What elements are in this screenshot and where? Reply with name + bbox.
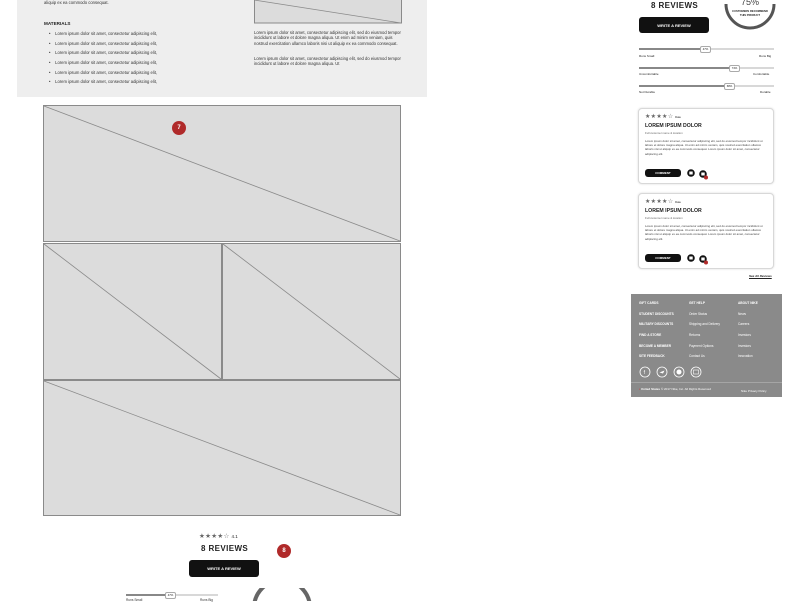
footer-link[interactable]: Order Status — [689, 311, 708, 316]
facebook-icon — [640, 367, 650, 377]
recommend-ring — [248, 588, 318, 601]
privacy-policy-link[interactable]: Nike Privacy Policy — [741, 389, 767, 393]
footer-link[interactable]: Investors — [738, 333, 751, 338]
image-placeholder-1 — [44, 106, 401, 242]
youtube-icon — [691, 367, 701, 377]
write-review-button[interactable]: WRITE A REVIEW — [189, 560, 259, 577]
annotation-marker-8: 8 — [277, 544, 291, 558]
review-title: LOREM IPSUM DOLOR — [645, 123, 702, 129]
slider-fit — [639, 48, 774, 50]
review-date: Date — [675, 115, 681, 119]
footer-col-about — [738, 301, 758, 365]
footer-link[interactable]: BECOME A MEMBER — [639, 343, 671, 348]
copyright-text: © 2017 Nike, Inc. All Rights Reserved — [660, 387, 712, 391]
comment-button[interactable]: COMMENT — [645, 169, 681, 177]
thumbs-up-icon[interactable] — [687, 254, 695, 262]
slider-right-label: Durable — [760, 90, 771, 94]
rating-stars: ★★★★☆ — [199, 533, 230, 540]
review-card — [638, 193, 774, 269]
recommend-percent: 75% — [741, 0, 760, 7]
slider-left-label: Uncomfortable — [639, 72, 659, 76]
footer-link[interactable]: Shipping and Delivery — [689, 322, 721, 327]
footer-heading: GET HELP — [689, 301, 705, 305]
review-stars: ★★★★☆ Date — [645, 199, 681, 205]
list-item: • Lorem ipsum dolor sit amet, consectetur adipiscing elit, — [49, 50, 158, 56]
footer-link[interactable]: GIFT CARDS — [639, 301, 659, 305]
review-count: 8 REVIEWS — [201, 544, 249, 553]
image-placeholder-2 — [44, 244, 222, 380]
fit-slider — [126, 594, 218, 596]
image-placeholder — [254, 0, 402, 24]
image-placeholder-3 — [223, 244, 401, 380]
fit-slider-right-label: Runs Big — [200, 598, 213, 602]
slider-fill — [639, 67, 739, 69]
footer-link[interactable]: STUDENT DISCOUNTS — [639, 311, 674, 316]
list-item: • Lorem ipsum dolor sit amet, consectetur adipiscing elit, — [49, 60, 158, 66]
footer-link[interactable]: MILITARY DISCOUNTS — [639, 322, 674, 327]
footer-link[interactable]: Contact Us — [689, 354, 705, 359]
footer-legal — [639, 387, 711, 391]
slider-durability — [639, 85, 774, 87]
list-item: • Lorem ipsum dolor sit amet, consectetur adipiscing elit, — [49, 79, 158, 85]
slider-knob: 68% — [724, 83, 735, 90]
slider-left-label: Runs Small — [639, 54, 655, 58]
review-author: Full customer name & location — [645, 131, 683, 135]
review-body: Lorem ipsum dolor sit amet, consectetur adipiscing elit, sed do eiusmod tempor incididunt ut labore et dolore magna aliqua. Ut enim ad minim veniam, quis nostrud exercitation ullamco laboris nisi ut aliquip ex ea commodo consequat. Lorem ipsum dolor sit amet, consectetur adipiscing elit. — [645, 224, 763, 241]
country-selector[interactable]: United States — [640, 387, 661, 391]
footer-link[interactable]: Investors — [738, 343, 751, 348]
rating-summary — [199, 532, 238, 540]
thumbs-down-icon[interactable] — [699, 255, 709, 265]
rating-value: 4.1 — [231, 534, 238, 539]
instagram-icon — [674, 367, 684, 377]
slider-right-label: Comfortable — [753, 72, 770, 76]
see-all-reviews-link[interactable]: See All Reviews — [749, 274, 772, 278]
footer-link[interactable]: Careers — [738, 322, 750, 327]
image-placeholder-4 — [44, 381, 401, 516]
footer-col-help — [689, 301, 720, 365]
social-icons — [639, 366, 709, 378]
recommend-text: CUSTOMERS RECOMMEND THIS PRODUCT — [732, 10, 768, 17]
intro-line: aliquip ex ea commodo consequat. — [44, 0, 109, 5]
list-item: • Lorem ipsum dolor sit amet, consectetur adipiscing elit, — [49, 40, 158, 46]
footer-link[interactable]: Payment Options — [689, 343, 714, 348]
materials-heading: MATERIALS — [44, 21, 71, 26]
slider-fill — [639, 85, 731, 87]
description-paragraph: Lorem ipsum dolor sit amet, consectetur adipiscing elit, sed do eiusmod tempor incididunt ut labore et dolore magna aliqua. Ut enim ad minim veniam, quis nostrud exercitation ullamco laboris nisi ut aliquip ex ea commodo consequat. — [254, 30, 401, 46]
fit-slider-knob: 47% — [165, 592, 176, 599]
twitter-icon — [657, 367, 667, 377]
slider-comfort — [639, 67, 774, 69]
materials-list — [49, 31, 219, 89]
svg-text:f: f — [643, 370, 645, 376]
footer-link[interactable]: Returns — [689, 333, 701, 338]
review-date: Date — [675, 200, 681, 204]
annotation-marker-7: 7 — [172, 121, 186, 135]
review-body: Lorem ipsum dolor sit amet, consectetur adipiscing elit, sed do eiusmod tempor incididunt ut labore et dolore magna aliqua. Ut enim ad minim veniam, quis nostrud exercitation ullamco laboris nisi ut aliquip ex ea commodo consequat. Lorem ipsum dolor sit amet, consectetur adipiscing elit. — [645, 139, 763, 156]
flag-icon: ▪ — [639, 387, 641, 391]
slider-knob: 74% — [729, 65, 740, 72]
review-title: LOREM IPSUM DOLOR — [645, 208, 702, 214]
slider-knob: 47% — [700, 46, 711, 53]
product-details-panel — [17, 0, 427, 97]
slider-fill — [639, 48, 702, 50]
slider-left-label: Not Durable — [639, 90, 656, 94]
comment-button[interactable]: COMMENT — [645, 254, 681, 262]
footer-divider — [631, 382, 782, 383]
footer-heading: ABOUT NIKE — [738, 301, 758, 305]
review-card — [638, 108, 774, 184]
footer-link[interactable]: FIND A STORE — [639, 333, 662, 338]
list-item: • Lorem ipsum dolor sit amet, consectetur adipiscing elit, — [49, 31, 158, 36]
product-image-gallery — [43, 105, 402, 517]
slider-right-label: Runs Big — [759, 54, 772, 58]
site-footer — [631, 294, 782, 397]
review-stars: ★★★★☆ Date — [645, 114, 681, 120]
review-author: Full customer name & location — [645, 216, 683, 220]
review-count-right: 8 REVIEWS — [651, 1, 699, 10]
list-item: • Lorem ipsum dolor sit amet, consectetur adipiscing elit, — [49, 69, 158, 75]
fit-slider-fill — [126, 594, 169, 596]
write-review-button-right[interactable]: WRITE A REVIEW — [639, 17, 709, 33]
footer-col-links — [639, 301, 674, 365]
description-paragraph-2: Lorem ipsum dolor sit amet, consectetur adipiscing elit, sed do eiusmod tempor incididunt ut labore et dolore magna aliqua. Ut — [254, 56, 401, 67]
footer-link[interactable]: SITE FEEDBACK — [639, 354, 665, 359]
footer-link[interactable]: Innovation — [738, 354, 753, 359]
fit-slider-left-label: Runs Small — [126, 598, 143, 602]
thumbs-down-icon[interactable] — [699, 170, 709, 180]
thumbs-up-icon[interactable] — [687, 169, 695, 177]
footer-link[interactable]: News — [738, 311, 746, 316]
